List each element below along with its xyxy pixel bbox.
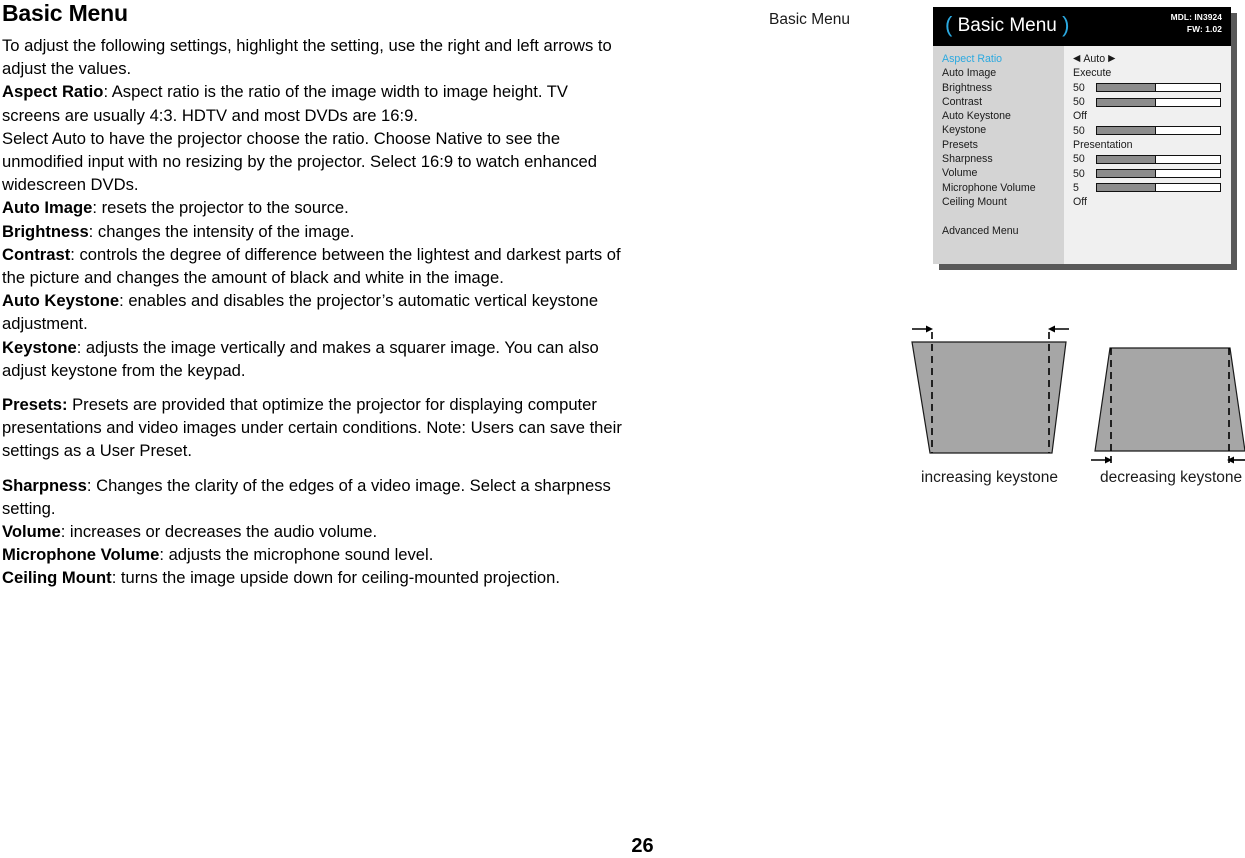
decreasing-keystone-caption: decreasing keystone: [1100, 469, 1243, 486]
osd-item-ceiling-mount[interactable]: Ceiling Mount: [942, 195, 1007, 208]
osd-titlebar: [933, 7, 1231, 46]
osd-item-contrast[interactable]: Contrast: [942, 95, 983, 108]
osd-model-firmware: [1171, 12, 1222, 35]
osd-value-row-microphone-volume[interactable]: [1073, 181, 1231, 195]
osd-value-row-keystone[interactable]: [1073, 123, 1231, 137]
osd-slider-keystone[interactable]: [1096, 126, 1221, 135]
osd-slider-contrast[interactable]: [1096, 98, 1221, 107]
increasing-keystone-arrow-left: [912, 326, 933, 333]
osd-slider-fill: [1097, 127, 1156, 134]
osd-value: Execute: [1073, 67, 1112, 80]
osd-value: Auto: [1083, 53, 1106, 66]
body-paragraph: [2, 220, 626, 243]
paragraph-body: : Aspect ratio is the ratio of the image width to image height. TV screens are usually 4:3. HDTV and most DVDs are 16:9.: [2, 82, 569, 125]
osd-menu-value-column: [1064, 46, 1231, 264]
paragraph-body: : adjusts the image vertically and makes a squarer image. You can also adjust keystone from the keypad.: [2, 337, 599, 380]
osd-value: 50: [1073, 124, 1085, 137]
osd-slider-brightness[interactable]: [1096, 83, 1221, 92]
increasing-keystone-arrow-right: [1048, 326, 1069, 333]
body-paragraph: [2, 336, 626, 382]
body-paragraph: [2, 80, 626, 126]
osd-slider-fill: [1097, 184, 1156, 191]
osd-item-presets[interactable]: Presets: [942, 138, 978, 151]
osd-item-aspect-ratio[interactable]: Aspect Ratio: [942, 53, 1003, 65]
paragraph-term: Ceiling Mount: [2, 568, 112, 588]
body-paragraph: [2, 393, 626, 463]
osd-value: 5: [1073, 181, 1079, 194]
osd-value-row-ceiling-mount[interactable]: [1073, 195, 1231, 209]
keystone-figures: [900, 312, 1245, 492]
osd-item-keystone[interactable]: Keystone: [942, 124, 987, 137]
osd-item-auto-image[interactable]: Auto Image: [942, 67, 997, 80]
osd-slider-fill: [1097, 84, 1156, 91]
paragraph-term: Auto Keystone: [2, 291, 120, 311]
osd-value-row-volume[interactable]: [1073, 166, 1231, 180]
increasing-keystone-shape: [912, 342, 1066, 453]
osd-slider-fill: [1097, 170, 1156, 177]
paragraph-term: Sharpness: [2, 475, 87, 495]
osd-menu-label-column: [933, 46, 1064, 264]
osd-value: 50: [1073, 153, 1085, 166]
body-paragraph: [2, 289, 626, 335]
paragraph-body: Select Auto to have the projector choose the ratio. Choose Native to see the unmodified input with no resizing by the projector. Select 16:9 to watch enhanced widescreen DVDs.: [2, 128, 597, 195]
osd-item-advanced-menu[interactable]: Advanced Menu: [942, 224, 1019, 237]
body-paragraph: [2, 474, 626, 520]
paragraph-term: Volume: [2, 522, 61, 542]
left-arrow-icon[interactable]: ◀: [1073, 53, 1081, 65]
keystone-diagram-svg: [900, 312, 1245, 467]
body-paragraph: [2, 34, 626, 80]
paragraph-body: Presets are provided that optimize the projector for displaying computer presentations and video images under certain conditions. Note: Users can save their settings as a User Preset.: [2, 395, 622, 461]
body-paragraph: [2, 543, 626, 566]
osd-body: [933, 46, 1231, 264]
osd-value-row-sharpness[interactable]: [1073, 152, 1231, 166]
paragraph-body: : turns the image upside down for ceiling-mounted projection.: [111, 568, 560, 588]
paragraph-body: : enables and disables the projector’s automatic vertical keystone adjustment.: [2, 291, 599, 334]
osd-value-row-auto-keystone[interactable]: [1073, 109, 1231, 123]
body-paragraphs: [2, 34, 632, 590]
page-title: Basic Menu: [2, 0, 128, 26]
osd-slider-fill: [1097, 99, 1156, 106]
osd-firmware-version: FW: 1.02: [1186, 23, 1222, 34]
osd-title: [945, 12, 1070, 38]
osd-title-open-paren: (: [945, 12, 953, 37]
osd-value: 50: [1073, 96, 1085, 109]
paragraph-term: Aspect Ratio: [2, 82, 104, 102]
osd-value-row-contrast[interactable]: [1073, 95, 1231, 109]
paragraph-body: : changes the intensity of the image.: [88, 221, 355, 241]
osd-title-close-paren: ): [1062, 12, 1070, 37]
osd-slider-sharpness[interactable]: [1096, 155, 1221, 164]
paragraph-body: : controls the degree of difference between the lightest and darkest parts of the picture and changes the amount of black and white in the image.: [2, 244, 621, 288]
body-paragraph: [2, 196, 626, 219]
osd-value-row-auto-image[interactable]: [1073, 66, 1231, 80]
page-number: 26: [631, 835, 654, 857]
body-paragraph: [2, 566, 626, 589]
osd-value-row-brightness[interactable]: [1073, 81, 1231, 95]
paragraph-body: : Changes the clarity of the edges of a video image. Select a sharpness setting.: [2, 475, 611, 518]
osd-model-number: MDL: IN3924: [1170, 12, 1222, 22]
paragraph-body: To adjust the following settings, highlight the setting, use the right and left arrows to adjust the values.: [2, 36, 612, 79]
osd-item-brightness[interactable]: Brightness: [942, 81, 993, 94]
figure-caption-basic-menu: Basic Menu: [769, 11, 850, 28]
osd-value: Presentation: [1073, 138, 1133, 151]
osd-value-row-aspect-ratio[interactable]: [1073, 52, 1231, 66]
body-paragraph: [2, 127, 626, 197]
osd-item-auto-keystone[interactable]: Auto Keystone: [942, 110, 1011, 123]
paragraph-term: Microphone Volume: [2, 545, 160, 565]
paragraph-term: Keystone: [2, 337, 77, 357]
decreasing-keystone-arrow-left: [1091, 457, 1112, 464]
paragraph-term: Auto Image: [2, 198, 93, 218]
osd-value: 50: [1073, 167, 1085, 180]
paragraph-body: : adjusts the microphone sound level.: [159, 545, 434, 565]
osd-value: 50: [1073, 81, 1085, 94]
paragraph-term: Brightness: [2, 221, 89, 241]
paragraph-body: : resets the projector to the source.: [92, 198, 349, 218]
osd-value-row-presets[interactable]: [1073, 138, 1231, 152]
osd-value: Off: [1073, 196, 1087, 209]
osd-slider-volume[interactable]: [1096, 169, 1221, 178]
osd-slider-microphone-volume[interactable]: [1096, 183, 1221, 192]
osd-item-sharpness[interactable]: Sharpness: [942, 153, 993, 166]
increasing-keystone-caption: increasing keystone: [921, 469, 1058, 486]
paragraph-term: Presets:: [2, 395, 68, 415]
osd-slider-fill: [1097, 156, 1156, 163]
paragraph-term: Contrast: [2, 244, 71, 264]
decreasing-keystone-shape: [1095, 348, 1245, 451]
body-paragraph: [2, 520, 626, 543]
osd-menu-panel: [933, 7, 1231, 264]
right-arrow-icon[interactable]: ▶: [1108, 53, 1116, 65]
osd-value: Off: [1073, 110, 1087, 123]
osd-item-microphone-volume[interactable]: Microphone Volume: [942, 181, 1036, 194]
paragraph-body: : increases or decreases the audio volume.: [60, 522, 378, 542]
osd-title-text: Basic Menu: [957, 15, 1057, 36]
body-paragraph: [2, 243, 626, 289]
osd-item-volume[interactable]: Volume: [942, 167, 978, 180]
document-text-column: [0, 0, 632, 590]
